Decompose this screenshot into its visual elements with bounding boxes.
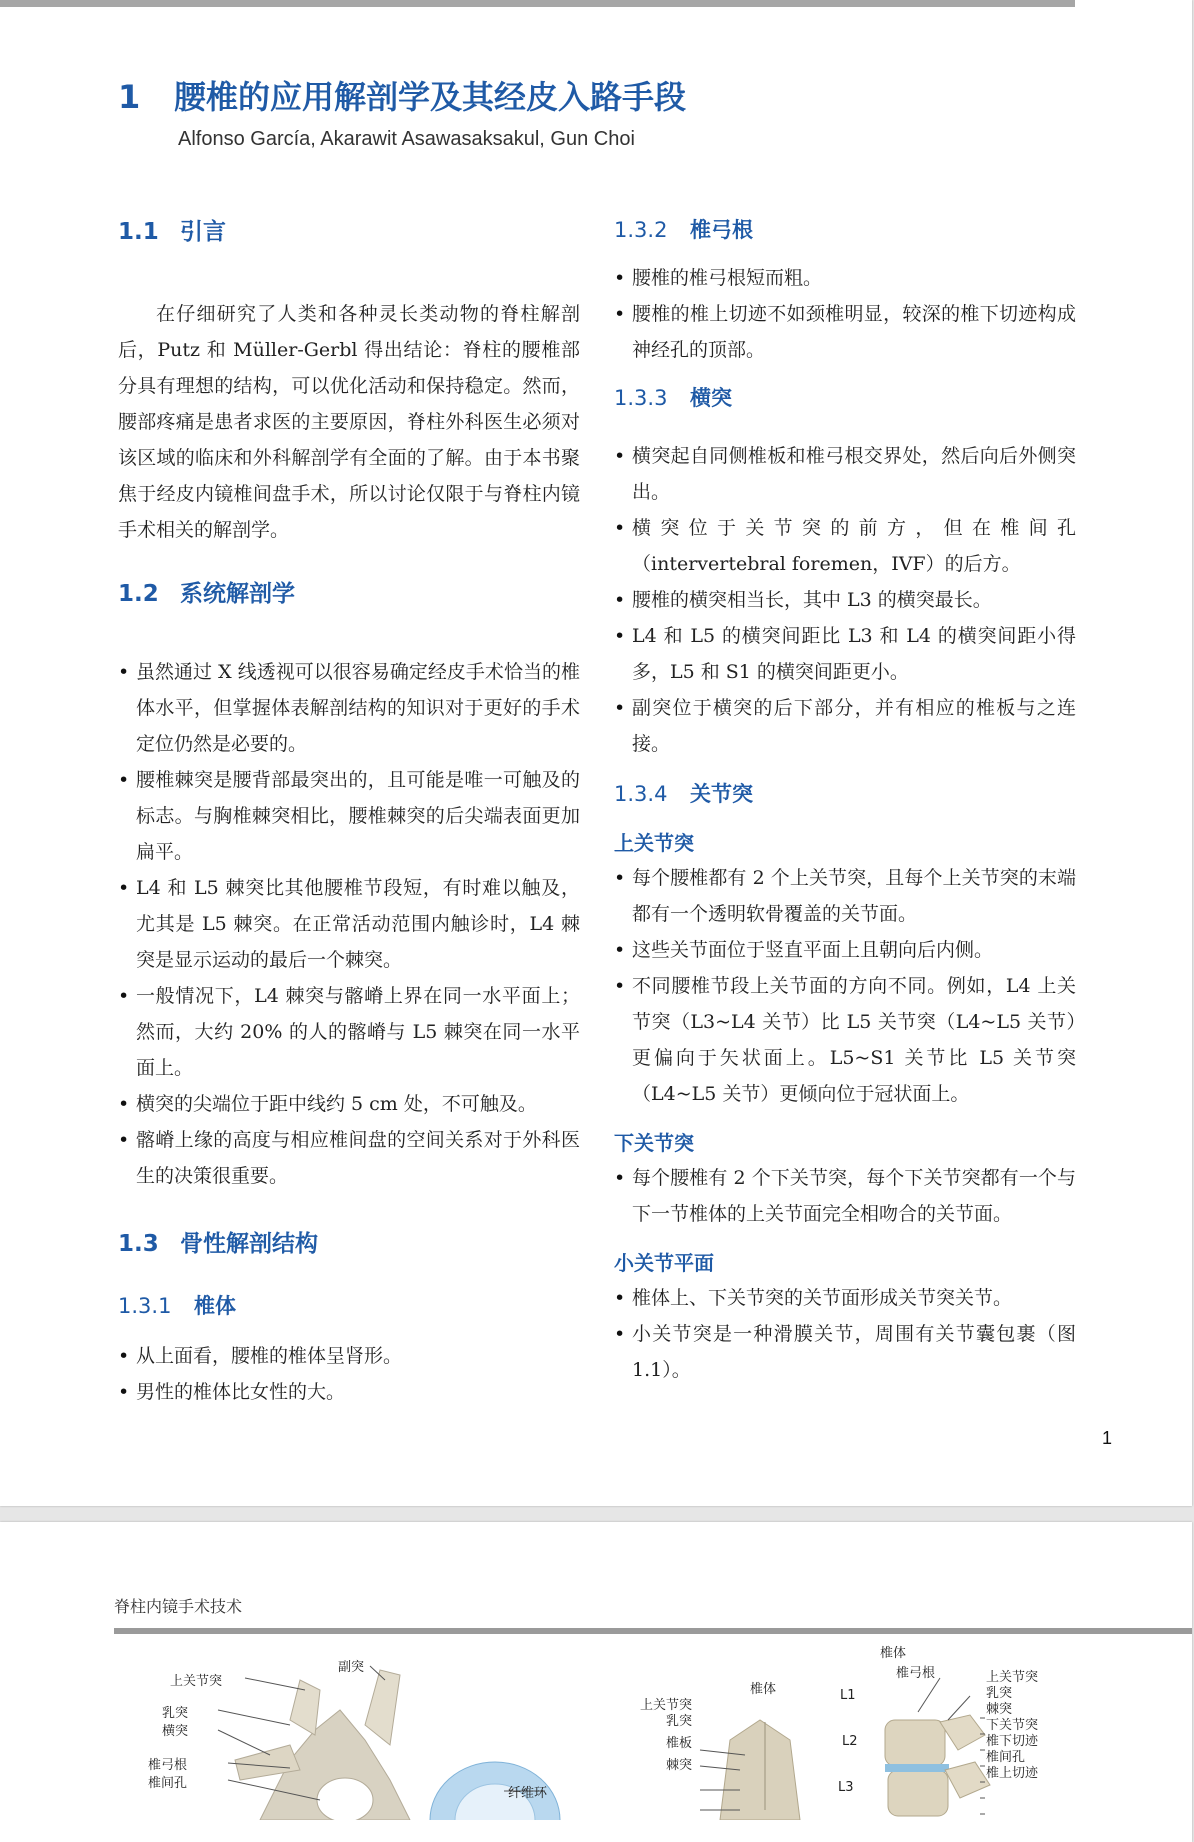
section-heading-1-1: 1.1 引言 [118, 219, 226, 245]
label-vertebral-body: 椎体 [880, 1646, 907, 1661]
subsection-heading-1-3-3: 1.3.3 横突 [614, 386, 732, 410]
top-rule [0, 0, 1075, 7]
list-item: • 不同腰椎节段上关节面的方向不同。例如，L4 上关节突（L3~L4 关节）比 L5 关节突（L4~L5 关节）更偏向于矢状面上。L5~S1 关节比 L5 关节突（L4~L5 关节）更倾向位于冠状面上。 [614, 968, 1076, 1112]
list-item: • 从上面看，腰椎的椎体呈肾形。 [118, 1338, 580, 1374]
list-item: • 每个腰椎都有 2 个上关节突，且每个上关节突的末端都有一个透明软骨覆盖的关节面。 [614, 860, 1076, 932]
left-column [118, 212, 580, 1410]
label-transverse-process: 横突 [162, 1724, 189, 1739]
label-mammillary-process: 乳突 [666, 1714, 693, 1729]
label-superior-articular: 上关节突 [640, 1698, 693, 1713]
label-inferior-articular-r: 下关节突 [986, 1718, 1039, 1733]
section-heading-1-2: 1.2 系统解剖学 [118, 581, 295, 607]
list-item: • 每个腰椎有 2 个下关节突，每个下关节突都有一个与下一节椎体的上关节面完全相吻合的关节面。 [614, 1160, 1076, 1232]
label-pedicle: 椎弓根 [148, 1758, 188, 1773]
subsection-heading-1-3-1: 1.3.1 椎体 [118, 1294, 236, 1318]
list-item: • 横突起自同侧椎板和椎弓根交界处，然后向后外侧突出。 [614, 438, 1076, 510]
label-accessory-process: 副突 [338, 1660, 365, 1675]
list-facet-plane [614, 1280, 1076, 1388]
list-1-2 [118, 654, 580, 1194]
label-L2: L2 [842, 1734, 858, 1749]
heading-inferior-articular: 下关节突 [614, 1131, 694, 1155]
label-lamina: 椎板 [666, 1736, 693, 1751]
figure-vertebra-top-view [140, 1650, 580, 1820]
label-spinous-r: 棘突 [986, 1702, 1013, 1717]
list-item: • 腰椎的椎上切迹不如颈椎明显，较深的椎下切迹构成神经孔的顶部。 [614, 296, 1076, 368]
list-1-3-1 [118, 1338, 580, 1410]
list-inferior-articular [614, 1160, 1076, 1232]
subsection-heading-1-3-2: 1.3.2 椎弓根 [614, 218, 753, 242]
label-superior-articular: 上关节突 [170, 1674, 223, 1689]
subsection-heading-1-3-4: 1.3.4 关节突 [614, 782, 753, 806]
section-heading-1-3: 1.3 骨性解剖结构 [118, 1231, 318, 1257]
label-L1: L1 [840, 1688, 856, 1703]
header-rule [114, 1628, 1192, 1634]
running-head: 脊柱内镜手术技术 [114, 1597, 243, 1616]
heading-superior-articular: 上关节突 [614, 831, 694, 855]
intro-paragraph: 在仔细研究了人类和各种灵长类动物的脊柱解剖后，Putz 和 Müller-Gerbl 得出结论：脊柱的腰椎部分具有理想的结构，可以优化活动和保持稳定。然而，腰部疼痛是患者求医的主要原因，脊柱外科医生必须对该区域的临床和外科解剖学有全面的了解。由于本书聚焦于经皮内镜椎间盘手术，所以讨论仅限于与脊柱内镜手术相关的解剖学。 [118, 303, 580, 541]
list-item: • 腰椎的椎弓根短而粗。 [614, 260, 1076, 296]
list-item: • 横突的尖端位于距中线约 5 cm 处，不可触及。 [118, 1086, 580, 1122]
page-2 [0, 1522, 1192, 1842]
figure-lumbar-lateral-view [640, 1646, 1060, 1820]
list-item: • 横突位于关节突的前方，但在椎间孔（intervertebral foremen，IVF）的后方。 [614, 510, 1076, 582]
label-L3: L3 [838, 1780, 854, 1795]
page-number: 1 [1102, 1428, 1113, 1448]
label-mammillary-process: 乳突 [162, 1706, 189, 1721]
list-1-3-2 [614, 260, 1076, 368]
chapter-number: 1 [118, 78, 141, 116]
label-intervertebral-foramen: 椎间孔 [986, 1750, 1026, 1765]
right-column [614, 212, 1076, 1388]
list-item: • 腰椎棘突是腰背部最突出的，且可能是唯一可触及的标志。与胸椎棘突相比，腰椎棘突的后尖端表面更加扁平。 [118, 762, 580, 870]
list-item: • 椎体上、下关节突的关节面形成关节突关节。 [614, 1280, 1076, 1316]
label-intervertebral-foramen: 椎间孔 [148, 1776, 188, 1791]
list-1-3-3 [614, 438, 1076, 762]
label-pedicle: 椎弓根 [896, 1666, 936, 1681]
list-superior-articular [614, 860, 1076, 1112]
label-vertebral-body: 椎体 [750, 1682, 777, 1697]
list-item: • 髂嵴上缘的高度与相应椎间盘的空间关系对于外科医生的决策很重要。 [118, 1122, 580, 1194]
heading-facet-plane: 小关节平面 [614, 1251, 714, 1275]
list-item: • L4 和 L5 棘突比其他腰椎节段短，有时难以触及，尤其是 L5 棘突。在正常活动范围内触诊时，L4 棘突是显示运动的最后一个棘突。 [118, 870, 580, 978]
label-superior-articular-r: 上关节突 [986, 1670, 1039, 1685]
label-inferior-notch: 椎下切迹 [986, 1734, 1039, 1749]
list-item: • 男性的椎体比女性的大。 [118, 1374, 580, 1410]
label-mammillary-r: 乳突 [986, 1686, 1013, 1701]
list-item: • 虽然通过 X 线透视可以很容易确定经皮手术恰当的椎体水平，但掌握体表解剖结构的知识对于更好的手术定位仍然是必要的。 [118, 654, 580, 762]
list-item: • L4 和 L5 的横突间距比 L3 和 L4 的横突间距小得多，L5 和 S1 的横突间距更小。 [614, 618, 1076, 690]
list-item: • 小关节突是一种滑膜关节，周围有关节囊包裹（图 1.1）。 [614, 1316, 1076, 1388]
list-item: • 一般情况下，L4 棘突与髂嵴上界在同一水平面上；然而，大约 20% 的人的髂嵴与 L5 棘突在同一水平面上。 [118, 978, 580, 1086]
list-item: • 这些关节面位于竖直平面上且朝向后内侧。 [614, 932, 1076, 968]
authors: Alfonso García, Akarawit Asawasaksakul, Gun Choi [178, 128, 635, 150]
chapter-title [118, 72, 686, 118]
chapter-title-text: 腰椎的应用解剖学及其经皮入路手段 [174, 78, 687, 116]
list-item: • 副突位于横突的后下部分，并有相应的椎板与之连接。 [614, 690, 1076, 762]
list-item: • 腰椎的横突相当长，其中 L3 的横突最长。 [614, 582, 1076, 618]
label-annulus-fibrosus: 纤维环 [508, 1786, 548, 1801]
label-superior-notch: 椎上切迹 [986, 1766, 1039, 1781]
label-spinous-process: 棘突 [666, 1758, 693, 1773]
